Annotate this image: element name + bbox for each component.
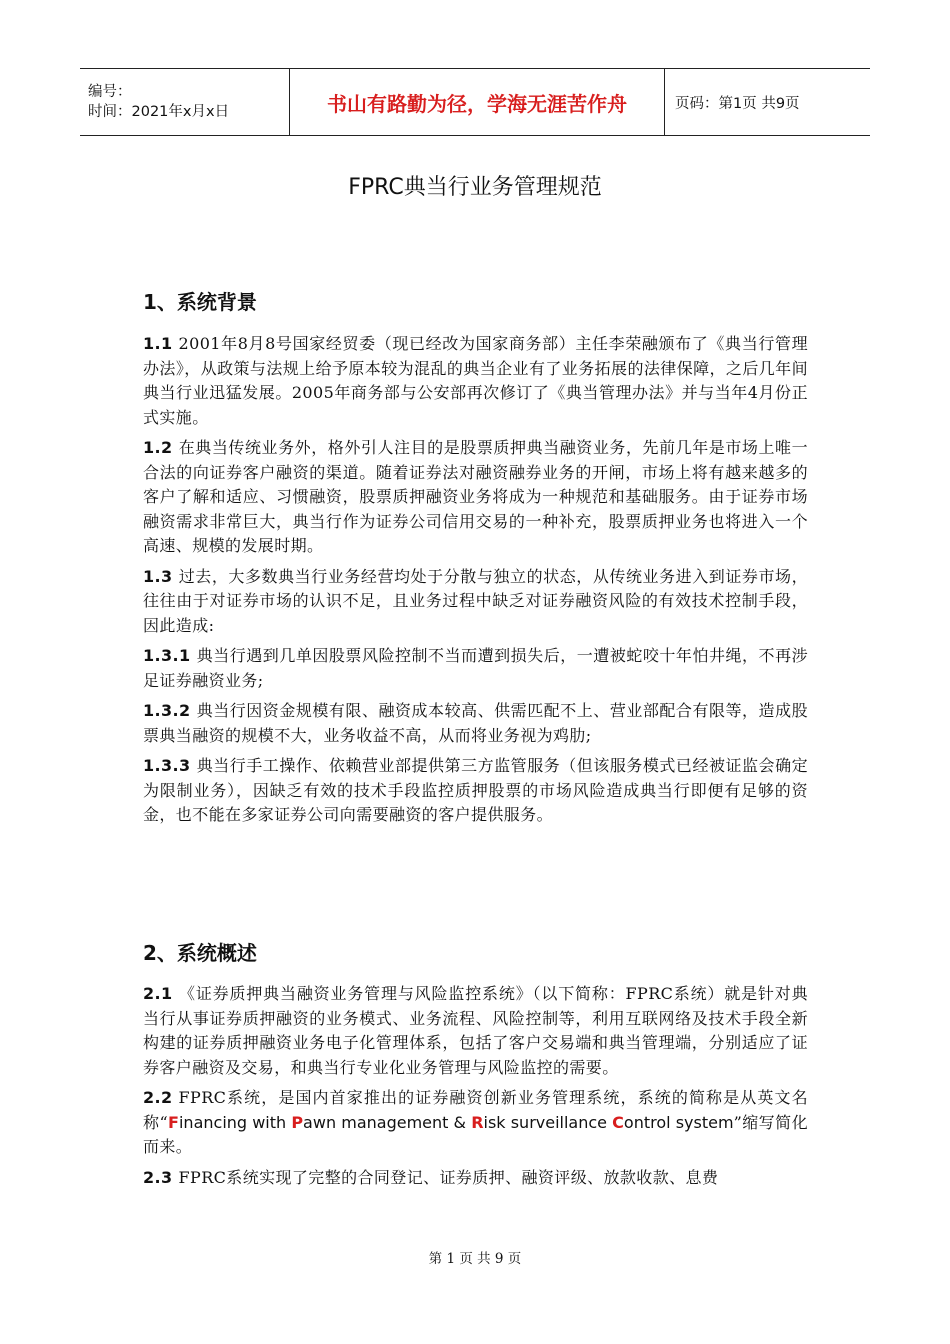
english-name — [168, 1113, 734, 1132]
paragraph-text: 过去，大多数典当行业务经营均处于分散与独立的状态，从传统业务进入到证券市场，往往由于对证券市场的认识不足，且业务过程中缺乏对证券融资风险的有效技术控制手段，因此造成: — [143, 566, 808, 635]
paragraph-number: 1.3 — [143, 566, 173, 586]
paragraph-number: 2.1 — [143, 984, 173, 1003]
header-motto: 书山有路勤为径，学海无涯苦作舟 — [290, 69, 665, 136]
paragraph-number: 1.2 — [143, 438, 173, 457]
header-page-info: 页码：第1页 共9页 — [665, 69, 871, 136]
paragraph-text: 典当行因资金规模有限、融资成本较高、供需匹配不上、营业部配合有限等，造成股票典当融资的规模不大，业务收益不高，从而将业务视为鸡肋; — [143, 701, 808, 745]
paragraph-text: FPRC系统实现了完整的合同登记、证券质押、融资评级、放款收款、息费 — [178, 1167, 719, 1187]
paragraph-text: ”缩写简化而来。 — [143, 1112, 809, 1156]
paragraph — [143, 699, 808, 748]
paragraph-text: FPRC系统，是国内首家推出的证券融资创新业务管理系统，系统的简称是从英文名称“ — [143, 1088, 808, 1132]
paragraph-text: 典当行遇到几单因股票风险控制不当而遭到损失后，一遭被蛇咬十年怕井绳，不再涉足证券融资业务; — [143, 646, 808, 690]
paragraph-text: 在典当传统业务外，格外引人注目的是股票质押典当融资业务，先前几年是市场上唯一合法的向证券客户融资的渠道。随着证券法对融资融券业务的开闸，市场上将有越来越多的客户了解和适应、习惯融资，股票质押融资业务将成为一种规范和基础服务。由于证券市场融资需求非常巨大，典当行作为证券公司信用交易的一种补充，股票质押业务也将进入一个高速、规模的发展时期。 — [143, 438, 808, 555]
paragraph-text: 《证券质押典当融资业务管理与风险监控系统》（以下简称：FPRC系统）就是针对典当行从事证券质押融资的业务模式、业务流程、风险控制等，利用互联网络及技术手段全新构建的证券质押融资业务电子化管理体系，包括了客户交易端和典当管理端，分别适应了证券客户融资及交易，和典当行专业化业务管理与风险监控的需要。 — [143, 984, 808, 1077]
paragraph-number: 2.3 — [143, 1167, 173, 1187]
paragraph — [143, 436, 808, 559]
time-label: 时间：2021年x月x日 — [88, 104, 230, 120]
section-1-body — [143, 332, 808, 834]
page-header — [80, 68, 870, 136]
header-meta — [80, 69, 290, 136]
paragraph — [143, 332, 808, 430]
serial-label: 编号： — [88, 84, 132, 100]
paragraph — [143, 1086, 808, 1160]
word-fragment: inancing with — [178, 1112, 292, 1132]
initial-letter: R — [471, 1112, 484, 1132]
initial-letter: F — [168, 1112, 179, 1132]
paragraph — [143, 1166, 808, 1191]
paragraph — [143, 982, 808, 1080]
paragraph-number: 1.3.3 — [143, 756, 191, 775]
paragraph-text: 2001年8月8号国家经贸委（现已经改为国家商务部）主任李荣融颁布了《典当行管理办法》，从政策与法规上给予原本较为混乱的典当企业有了业务拓展的法律保障，之后几年间典当行业迅猛发展。2005年商务部与公安部再次修订了《典当管理办法》并与当年4月份正式实施。 — [143, 334, 808, 427]
paragraph-number: 1.1 — [143, 334, 173, 353]
paragraph — [143, 754, 808, 828]
section-2-body — [143, 982, 808, 1196]
document-title: FPRC典当行业务管理规范 — [348, 175, 602, 200]
paragraph-number: 1.3.2 — [143, 701, 191, 720]
paragraph — [143, 565, 808, 639]
initial-letter: P — [291, 1112, 304, 1132]
paragraph-number: 1.3.1 — [143, 646, 191, 665]
word-fragment: ontrol system — [623, 1112, 734, 1132]
section-heading-2: 2、系统概述 — [143, 941, 257, 965]
paragraph-text: 典当行手工操作、依赖营业部提供第三方监管服务（但该服务模式已经被证监会确定为限制业务），因缺乏有效的技术手段监控质押股票的市场风险造成典当行即便有足够的资金，也不能在多家证券公司向需要融资的客户提供服务。 — [143, 756, 808, 824]
paragraph-number: 2.2 — [143, 1088, 173, 1107]
word-fragment: awn management & — [303, 1112, 472, 1132]
section-heading-1: 1、系统背景 — [143, 290, 257, 314]
paragraph — [143, 644, 808, 693]
word-fragment: isk surveillance — [483, 1112, 613, 1132]
initial-letter: C — [612, 1112, 624, 1132]
page-footer: 第 1 页 共 9 页 — [428, 1251, 522, 1267]
